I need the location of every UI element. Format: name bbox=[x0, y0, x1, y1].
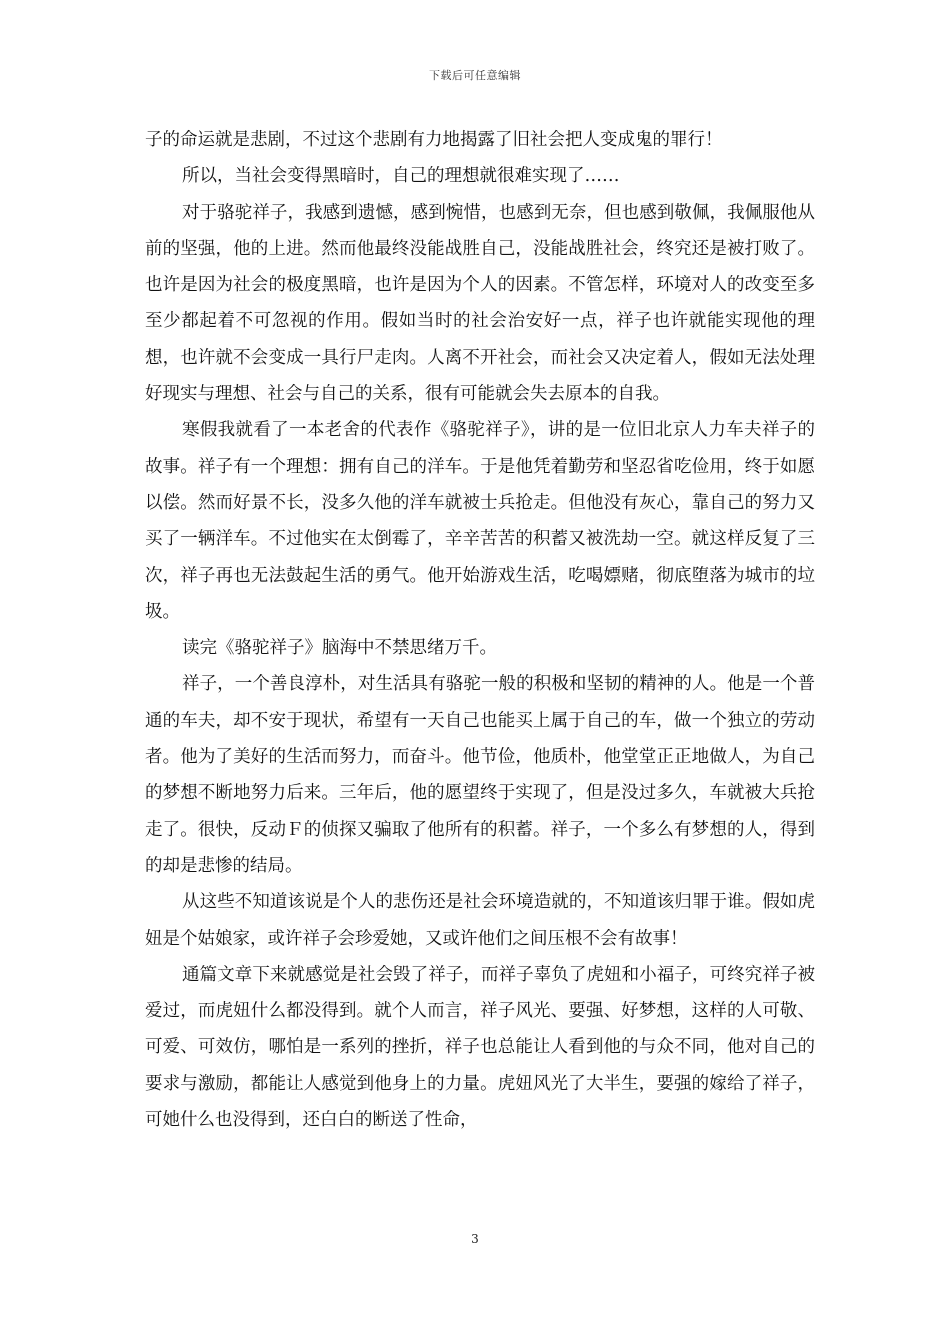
paragraph-5: 读完《骆驼祥子》脑海中不禁思绪万千。 bbox=[182, 638, 497, 659]
paragraph-3: 对于骆驼祥子，我感到遗憾，感到惋惜，也感到无奈，但也感到敬佩，我佩服他从前的坚强，他的上进。然而他最终没能战胜自己，没能战胜社会，终究还是被打败了。也许是因为社会的极度黑暗，也许是因为个人的因素。不管怎样，环境对人的改变至多至少都起着不可忽视的作用。假如当时的社会治安好一点，祥子也许就能实现他的理想，也许就不会变成一具行尸走肉。人离不开社会，而社会又决定着人，假如无法处理好现实与理想、社会与自己的关系，很有可能就会失去原本的自我。 bbox=[145, 202, 815, 405]
paragraph-2: 所以，当社会变得黑暗时，自己的理想就很难实现了…… bbox=[182, 166, 620, 187]
paragraph-1: 子的命运就是悲剧，不过这个悲剧有力地揭露了旧社会把人变成鬼的罪行！ bbox=[145, 130, 723, 150]
page-number: 3 bbox=[471, 1232, 479, 1246]
paragraph-6: 祥子，一个善良淳朴，对生活具有骆驼一般的积极和坚韧的精神的人。他是一个普通的车夫，却不安于现状，希望有一天自己也能买上属于自己的车，做一个独立的劳动者。他为了美好的生活而努力，而奋斗。他节俭，他质朴，他堂堂正正地做人，为自己的梦想不断地努力后来。三年后，他的愿望终于实现了，但是没过多久，车就被大兵抢走了。很快，反动Ｆ的侦探又骗取了他所有的积蓄。祥子，一个多么有梦想的人，得到的却是悲惨的结局。 bbox=[145, 674, 815, 876]
paragraph-7: 从这些不知道该说是个人的悲伤还是社会环境造就的，不知道该归罪于谁。假如虎妞是个姑娘家，或许祥子会珍爱她，又或许他们之间压根不会有故事！ bbox=[145, 892, 815, 949]
body-text bbox=[145, 122, 815, 1138]
paragraph-4: 寒假我就看了一本老舍的代表作《骆驼祥子》，讲的是一位旧北京人力车夫祥子的故事。祥子有一个理想：拥有自己的洋车。于是他凭着勤劳和坚忍省吃俭用，终于如愿以偿。然而好景不长，没多久他的洋车就被士兵抢走。但他没有灰心，靠自己的努力又买了一辆洋车。不过他实在太倒霉了，辛辛苦苦的积蓄又被洗劫一空。就这样反复了三次，祥子再也无法鼓起生活的勇气。他开始游戏生活，吃喝嫖赌，彻底堕落为城市的垃圾。 bbox=[145, 420, 815, 622]
paragraph-8: 通篇文章下来就感觉是社会毁了祥子，而祥子辜负了虎妞和小福子，可终究祥子被爱过，而虎妞什么都没得到。就个人而言，祥子风光、要强、好梦想，这样的人可敬、可爱、可效仿，哪怕是一系列的挫折，祥子也总能让人看到他的与众不同，他对自己的要求与激励，都能让人感觉到他身上的力量。虎妞风光了大半生，要强的嫁给了祥子，可她什么也没得到，还白白的断送了性命， bbox=[145, 964, 815, 1131]
page-header: 下载后可任意编辑 bbox=[429, 69, 521, 82]
